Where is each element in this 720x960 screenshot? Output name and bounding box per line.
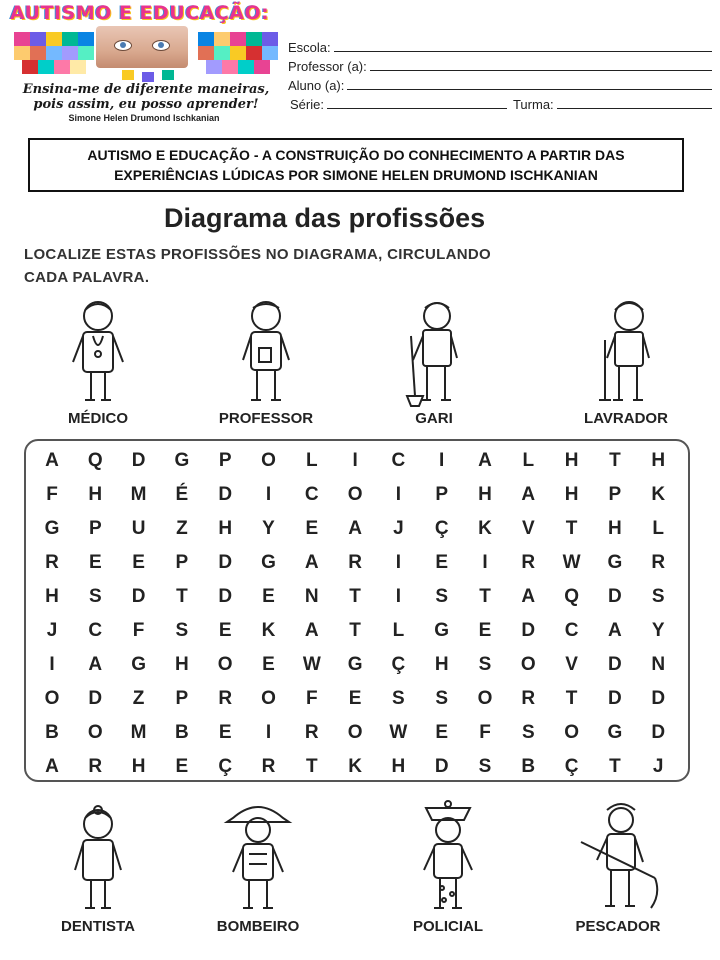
grid-cell[interactable]: O: [477, 688, 493, 709]
child-face-photo: [96, 26, 188, 68]
figure-lavrador: [566, 296, 686, 427]
grid-cell[interactable]: D: [218, 484, 233, 505]
grid-cell[interactable]: J: [652, 756, 664, 777]
grid-cell[interactable]: I: [395, 484, 402, 505]
school-row: [288, 36, 712, 55]
grid-cell[interactable]: A: [45, 756, 59, 777]
grid-cell[interactable]: I: [395, 586, 402, 607]
grid-cell[interactable]: A: [45, 450, 59, 471]
label-professor: PROFESSOR: [218, 410, 314, 427]
grid-cell[interactable]: F: [305, 688, 318, 709]
grid-cell[interactable]: T: [349, 586, 361, 607]
grid-cell[interactable]: S: [478, 654, 492, 675]
grid-cell[interactable]: E: [435, 552, 449, 573]
grid-cell[interactable]: H: [88, 484, 103, 505]
grid-cell[interactable]: A: [304, 552, 319, 573]
firefighter-icon: [219, 800, 297, 916]
doctor-icon: [63, 296, 133, 408]
grid-cell[interactable]: Q: [564, 586, 579, 607]
grid-cell[interactable]: R: [304, 722, 319, 743]
grid-cell[interactable]: E: [218, 620, 232, 641]
grid-cell[interactable]: I: [439, 450, 445, 471]
grid-cell[interactable]: H: [45, 586, 59, 607]
grid-cell[interactable]: D: [651, 688, 666, 709]
grid-cell[interactable]: R: [651, 552, 666, 573]
grid-cell[interactable]: Z: [132, 688, 145, 709]
figure-policial: [388, 796, 508, 935]
teacher-line[interactable]: [370, 69, 712, 71]
grid-cell[interactable]: S: [435, 688, 449, 709]
teacher-label: Professor (a):: [288, 59, 367, 74]
grid-cell[interactable]: R: [521, 552, 536, 573]
grid-cell[interactable]: M: [130, 484, 147, 505]
grid-cell[interactable]: P: [218, 450, 232, 471]
grid-cell[interactable]: D: [608, 654, 622, 675]
grid-cell[interactable]: D: [131, 586, 146, 607]
grid-cell[interactable]: B: [175, 722, 189, 743]
grid-cell[interactable]: A: [88, 654, 103, 675]
grid-cell[interactable]: Y: [262, 518, 275, 539]
grid-cell[interactable]: R: [521, 688, 536, 709]
figure-pescador: [558, 798, 678, 935]
grid-cell[interactable]: T: [349, 620, 361, 641]
grid-cell[interactable]: D: [521, 620, 536, 641]
grid-row: [32, 682, 682, 716]
grid-row: [32, 444, 682, 478]
grade-line[interactable]: [327, 107, 507, 109]
grid-cell[interactable]: A: [608, 620, 622, 641]
grid-cell[interactable]: S: [175, 620, 189, 641]
grid-row: [32, 546, 682, 580]
logo: [4, 2, 286, 130]
grid-cell[interactable]: T: [176, 586, 188, 607]
banner-line-1: AUTISMO E EDUCAÇÃO - A CONSTRUIÇÃO DO CONHECIMENTO A PARTIR DAS: [87, 147, 625, 163]
grid-cell[interactable]: D: [434, 756, 449, 777]
grid-cell[interactable]: R: [45, 552, 59, 573]
grid-cell[interactable]: C: [391, 450, 406, 471]
grid-cell[interactable]: P: [435, 484, 449, 505]
grid-cell[interactable]: W: [389, 722, 408, 743]
grid-cell[interactable]: F: [479, 722, 491, 743]
grid-cell[interactable]: Ç: [391, 654, 406, 675]
grade-class-row: [288, 93, 712, 112]
grid-cell[interactable]: O: [261, 688, 276, 709]
grid-cell[interactable]: I: [265, 722, 272, 743]
figure-dentista: [38, 804, 158, 935]
grid-cell[interactable]: P: [175, 688, 189, 709]
grid-cell[interactable]: O: [347, 722, 363, 743]
grid-cell[interactable]: A: [304, 620, 319, 641]
grid-cell[interactable]: T: [305, 756, 318, 777]
grid-cell[interactable]: Ç: [434, 518, 449, 539]
label-lavrador: LAVRADOR: [584, 410, 668, 427]
street-sweeper-icon: [399, 296, 469, 408]
grid-cell[interactable]: O: [564, 722, 579, 743]
grid-cell[interactable]: E: [262, 654, 275, 675]
figure-bombeiro: [198, 800, 318, 935]
grid-cell[interactable]: U: [131, 518, 146, 539]
student-row: [288, 74, 712, 93]
banner-line-2: EXPERIÊNCIAS LÚDICAS POR SIMONE HELEN DRUMOND ISCHKANIAN: [114, 167, 598, 183]
label-bombeiro: BOMBEIRO: [216, 918, 300, 935]
grid-row: [32, 716, 682, 750]
worksheet-title: Diagrama das profissões: [164, 203, 486, 233]
logo-title: AUTISMO E EDUCAÇÃO:: [10, 2, 270, 24]
worksheet-instructions: LOCALIZE ESTAS PROFISSÕES NO DIAGRAMA, CIRCULANDO CADA PALAVRA.: [24, 246, 491, 286]
grid-cell[interactable]: H: [175, 654, 189, 675]
grid-cell[interactable]: E: [175, 756, 189, 777]
police-officer-icon: [412, 796, 484, 916]
grid-cell[interactable]: K: [651, 484, 666, 505]
grid-cell[interactable]: I: [482, 552, 488, 573]
grid-cell[interactable]: R: [261, 756, 276, 777]
grid-cell[interactable]: I: [49, 654, 55, 675]
grid-cell[interactable]: H: [218, 518, 233, 539]
grid-cell[interactable]: K: [261, 620, 276, 641]
grid-cell[interactable]: L: [652, 518, 664, 539]
label-policial: POLICIAL: [413, 918, 483, 935]
grid-cell[interactable]: O: [44, 688, 60, 709]
grid-cell[interactable]: O: [261, 450, 276, 471]
grid-cell[interactable]: V: [565, 654, 578, 675]
grid-cell[interactable]: O: [217, 654, 233, 675]
grid-cell[interactable]: T: [565, 518, 578, 539]
figure-gari: [374, 296, 494, 427]
grid-cell[interactable]: J: [46, 620, 58, 641]
grid-cell[interactable]: E: [262, 586, 275, 607]
student-line[interactable]: [347, 88, 712, 90]
grid-cell[interactable]: G: [607, 552, 623, 573]
grid-cell[interactable]: B: [521, 756, 536, 777]
grid-cell[interactable]: H: [608, 518, 622, 539]
grid-cell[interactable]: E: [348, 688, 362, 709]
logo-slogan: Ensina-me de diferente maneiras, pois assim, eu posso aprender!: [22, 82, 270, 112]
grade-label: Série:: [290, 97, 324, 112]
teacher-row: [288, 55, 712, 74]
grid-cell[interactable]: T: [479, 586, 491, 607]
grid-cell[interactable]: N: [304, 586, 319, 607]
grid-cell[interactable]: E: [305, 518, 319, 539]
grid-cell[interactable]: O: [347, 484, 363, 505]
teacher-icon: [231, 296, 301, 408]
grid-cell[interactable]: O: [87, 722, 103, 743]
grid-cell[interactable]: I: [265, 484, 272, 505]
logo-author: Simone Helen Drumond Ischkanian: [68, 113, 220, 123]
grid-cell[interactable]: J: [393, 518, 404, 539]
grid-cell[interactable]: A: [521, 586, 536, 607]
grid-cell[interactable]: S: [392, 688, 405, 709]
grid-cell[interactable]: O: [520, 654, 536, 675]
grid-cell[interactable]: H: [564, 484, 579, 505]
grid-cell[interactable]: S: [435, 586, 449, 607]
grid-cell[interactable]: W: [302, 654, 321, 675]
grid-cell[interactable]: T: [565, 688, 578, 709]
grid-cell[interactable]: D: [608, 688, 622, 709]
grid-cell[interactable]: E: [88, 552, 102, 573]
grid-cell[interactable]: G: [607, 722, 623, 743]
grid-cell[interactable]: F: [46, 484, 58, 505]
figure-professor: [206, 296, 326, 427]
grid-cell[interactable]: E: [435, 722, 449, 743]
grid-cell[interactable]: A: [521, 484, 536, 505]
label-gari: GARI: [415, 410, 453, 427]
grid-cell[interactable]: S: [478, 756, 492, 777]
grid-cell[interactable]: B: [45, 722, 59, 743]
grid-cell[interactable]: P: [175, 552, 189, 573]
grid-cell[interactable]: L: [392, 620, 405, 641]
grid-cell[interactable]: Y: [651, 620, 665, 641]
school-label: Escola:: [288, 40, 331, 55]
grid-cell[interactable]: C: [88, 620, 103, 641]
label-dentista: DENTISTA: [61, 918, 135, 935]
grid-cell[interactable]: D: [218, 552, 233, 573]
grid-cell[interactable]: P: [608, 484, 622, 505]
class-label: Turma:: [512, 97, 554, 112]
grid-cell[interactable]: K: [348, 756, 362, 777]
grid-cell[interactable]: L: [305, 450, 318, 471]
grid-cell[interactable]: S: [651, 586, 665, 607]
fisherman-icon: [573, 798, 663, 916]
grid-cell[interactable]: V: [521, 518, 535, 539]
grid-cell[interactable]: D: [131, 450, 146, 471]
grid-cell[interactable]: D: [88, 688, 103, 709]
word-search-grid: [24, 439, 690, 782]
grid-cell[interactable]: G: [261, 552, 276, 573]
grid-cell[interactable]: T: [609, 756, 621, 777]
student-label: Aluno (a):: [288, 78, 345, 93]
grid-cell[interactable]: C: [564, 620, 579, 641]
grid-cell[interactable]: I: [395, 552, 402, 573]
grid-cell[interactable]: H: [131, 756, 146, 777]
grid-cell[interactable]: D: [608, 586, 622, 607]
grid-cell[interactable]: G: [347, 654, 363, 675]
grid-cell[interactable]: G: [174, 450, 190, 471]
grid-cell[interactable]: S: [521, 722, 535, 743]
grid-cell[interactable]: Ç: [218, 756, 233, 777]
grid-cell[interactable]: H: [434, 654, 449, 675]
school-line[interactable]: [334, 50, 712, 52]
grid-cell[interactable]: R: [218, 688, 233, 709]
grid-cell[interactable]: A: [348, 518, 362, 539]
grid-cell[interactable]: Z: [176, 518, 188, 539]
grid-row: [32, 648, 682, 682]
grid-cell[interactable]: É: [175, 484, 189, 505]
grid-cell[interactable]: E: [132, 552, 145, 573]
grid-cell[interactable]: A: [478, 450, 492, 471]
grid-cell[interactable]: H: [564, 450, 579, 471]
grid-cell[interactable]: G: [434, 620, 450, 641]
grid-row: [32, 478, 682, 512]
grid-cell[interactable]: M: [130, 722, 147, 743]
class-line[interactable]: [557, 107, 712, 109]
farmer-icon: [591, 296, 661, 408]
grid-cell[interactable]: E: [478, 620, 492, 641]
grid-cell[interactable]: H: [651, 450, 666, 471]
label-medico: MÉDICO: [68, 410, 128, 427]
grid-cell[interactable]: G: [131, 654, 146, 675]
school-info-form: [288, 36, 712, 112]
grid-row: [32, 580, 682, 614]
grid-cell[interactable]: T: [609, 450, 621, 471]
dentist-icon: [63, 804, 133, 916]
grid-cell[interactable]: C: [304, 484, 319, 505]
grid-cell[interactable]: L: [522, 450, 535, 471]
grid-cell[interactable]: N: [651, 654, 666, 675]
grid-row: [32, 512, 682, 546]
grid-row: [32, 750, 682, 784]
grid-cell[interactable]: D: [651, 722, 666, 743]
figure-medico: [38, 296, 158, 427]
grid-row: [32, 614, 682, 648]
grid-cell[interactable]: F: [132, 620, 145, 641]
grid-cell[interactable]: K: [478, 518, 492, 539]
grid-cell[interactable]: P: [88, 518, 102, 539]
grid-cell[interactable]: R: [88, 756, 103, 777]
grid-cell[interactable]: W: [562, 552, 581, 573]
grid-cell[interactable]: E: [218, 722, 232, 743]
grid-cell[interactable]: H: [478, 484, 492, 505]
grid-cell[interactable]: S: [88, 586, 102, 607]
grid-cell[interactable]: H: [391, 756, 406, 777]
grid-cell[interactable]: I: [352, 450, 358, 471]
grid-cell[interactable]: Ç: [564, 756, 579, 777]
grid-cell[interactable]: Q: [87, 450, 103, 471]
label-pescador: PESCADOR: [575, 918, 661, 935]
grid-cell[interactable]: R: [348, 552, 362, 573]
grid-cell[interactable]: G: [44, 518, 60, 539]
grid-cell[interactable]: D: [218, 586, 233, 607]
title-banner: [28, 138, 684, 192]
